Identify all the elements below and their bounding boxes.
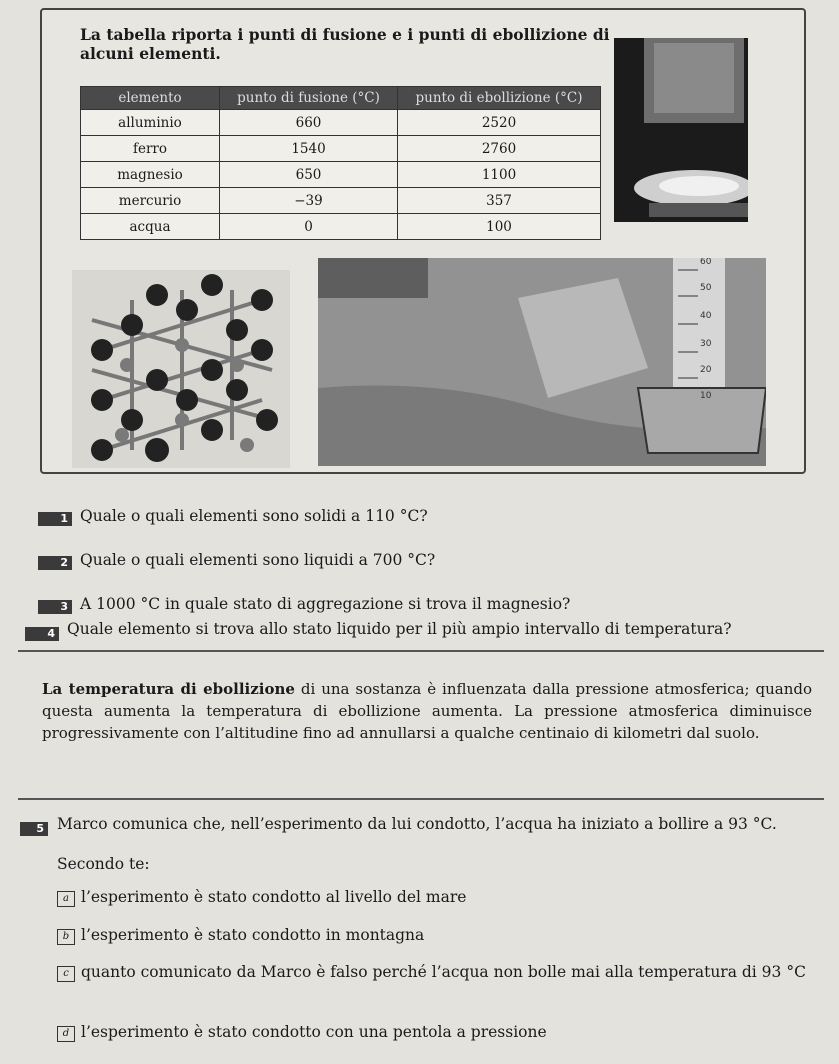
table-cell: 2760	[398, 136, 601, 162]
option-letter: d	[57, 1026, 75, 1042]
table-header: punto di fusione (°C)	[220, 87, 398, 110]
option-letter: b	[57, 929, 75, 945]
info-box-bold: La temperatura di ebollizione	[42, 680, 295, 698]
table-cell: ferro	[81, 136, 220, 162]
thermometer-mark: 20	[700, 365, 712, 375]
thermometer-mark: 60	[700, 258, 712, 267]
option-letter: a	[57, 891, 75, 907]
table-cell: alluminio	[81, 110, 220, 136]
lab-thermometer-photo	[318, 258, 766, 466]
thermometer-mark: 30	[700, 339, 712, 349]
question-5: Marco comunica che, nell’esperimento da lui condotto, l’acqua ha iniziato a bollire a 93 °C.	[57, 815, 777, 833]
table-cell: 650	[220, 162, 398, 188]
table-cell: 660	[220, 110, 398, 136]
table-row	[81, 162, 601, 188]
question-number: 1	[38, 512, 72, 526]
question-2: Quale o quali elementi sono liquidi a 700 °C?	[80, 551, 436, 569]
table-cell: 357	[398, 188, 601, 214]
thermometer-mark: 10	[700, 391, 712, 401]
question-5-prompt: Secondo te:	[57, 855, 150, 873]
question-number: 2	[38, 556, 72, 570]
crystal-lattice-photo	[72, 270, 290, 468]
option-a[interactable]	[57, 886, 466, 908]
table-header: punto di ebollizione (°C)	[398, 87, 601, 110]
table-cell: 0	[220, 214, 398, 240]
option-text: l’esperimento è stato condotto con una pentola a pressione	[81, 1023, 547, 1041]
option-b[interactable]	[57, 924, 424, 946]
data-table	[80, 86, 601, 240]
table-cell: −39	[220, 188, 398, 214]
question-4: Quale elemento si trova allo stato liquido per il più ampio intervallo di temperatura?	[67, 620, 732, 638]
question-number: 3	[38, 600, 72, 614]
table-header-row	[81, 87, 601, 110]
table-cell: 1540	[220, 136, 398, 162]
thermometer-mark: 40	[700, 311, 712, 321]
table-cell: mercurio	[81, 188, 220, 214]
question-number: 5	[20, 822, 48, 836]
table-cell: 100	[398, 214, 601, 240]
table-row	[81, 214, 601, 240]
table-cell: 2520	[398, 110, 601, 136]
intro-text: La tabella riporta i punti di fusione e i punti di ebollizione di alcuni elementi.	[80, 25, 610, 63]
option-letter: c	[57, 966, 75, 982]
question-number: 4	[25, 627, 59, 641]
table-header: elemento	[81, 87, 220, 110]
table-cell: 1100	[398, 162, 601, 188]
thermometer-mark: 50	[700, 283, 712, 293]
option-text: quanto comunicato da Marco è falso perché l’acqua non bolle mai alla temperatura di 93 °C	[81, 963, 806, 981]
option-c[interactable]	[57, 961, 832, 983]
table-row	[81, 110, 601, 136]
question-3: A 1000 °C in quale stato di aggregazione si trova il magnesio?	[80, 595, 571, 613]
table-cell: magnesio	[81, 162, 220, 188]
info-box-text	[42, 678, 812, 744]
table-cell: acqua	[81, 214, 220, 240]
molten-metal-photo	[614, 38, 748, 222]
info-box-body: di una sostanza è influenzata dalla pressione atmosferica; quando questa aumenta la temperatura di ebollizione aumenta. La pressione atmosferica diminuisce progressivamente con l’altitudine fino ad annullarsi a qualche centinaio di kilometri dal suolo.	[42, 680, 813, 742]
option-text: l’esperimento è stato condotto in montagna	[81, 926, 425, 944]
option-text: l’esperimento è stato condotto al livello del mare	[81, 888, 467, 906]
option-d[interactable]	[57, 1021, 547, 1043]
question-1: Quale o quali elementi sono solidi a 110 °C?	[80, 507, 428, 525]
info-box	[18, 650, 824, 800]
table-row	[81, 188, 601, 214]
table-row	[81, 136, 601, 162]
